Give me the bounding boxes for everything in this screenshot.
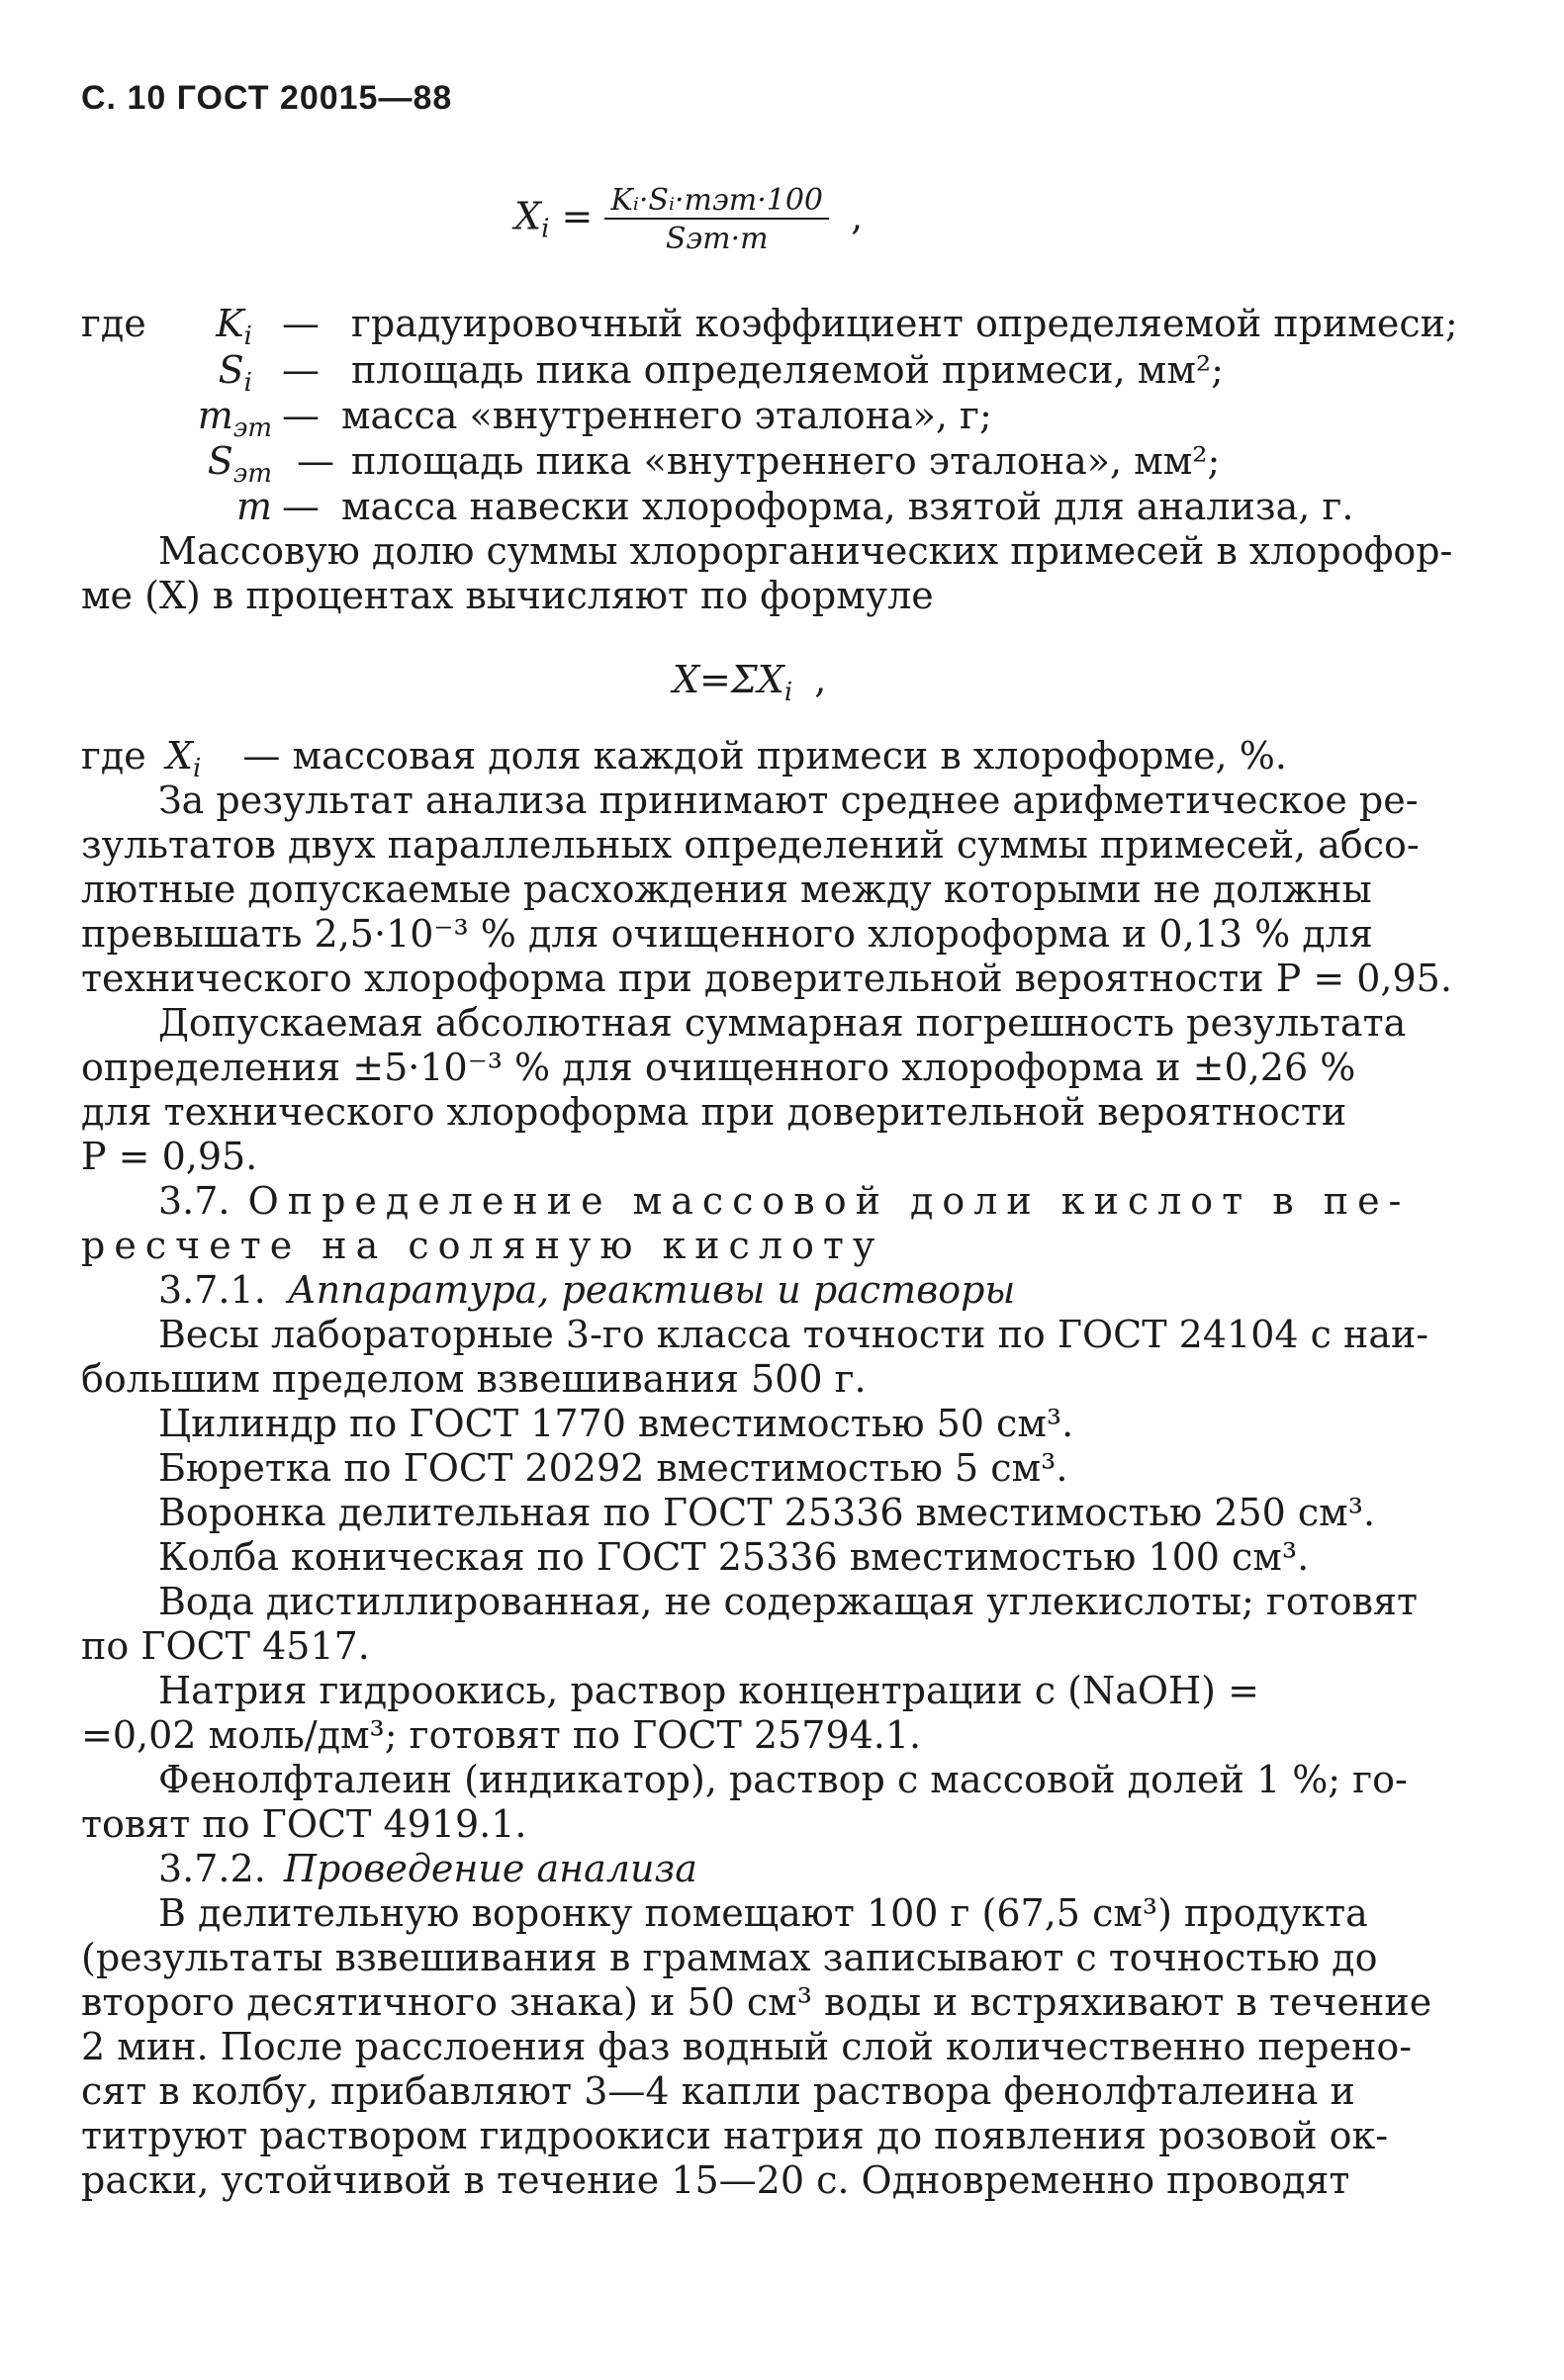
def-sub: эт	[232, 459, 272, 489]
list-item: Весы лабораторные 3-го класса точности по ГОСТ 24104 с наи-	[158, 1313, 1429, 1356]
section-3-7-title-cont: ресчете на соляную кислоту	[81, 1224, 884, 1267]
def-dash: —	[297, 439, 334, 483]
def-sub: i	[243, 321, 252, 351]
def-text: площадь пика «внутреннего эталона», мм²;	[351, 439, 1221, 483]
formula-lhs: X	[514, 194, 542, 238]
section-3-7-1-heading	[158, 1268, 1015, 1312]
formula-tail: ,	[851, 194, 864, 238]
formula-lhs-sub: i	[541, 214, 550, 244]
analysis-line: раски, устойчивой в течение 15—20 с. Одновременно проводят	[81, 2158, 1350, 2202]
def-symbol: K	[216, 302, 244, 345]
list-item: Цилиндр по ГОСТ 1770 вместимостью 50 см³.	[158, 1402, 1074, 1445]
where2-sub: i	[192, 754, 202, 783]
formula-numerator: Kᵢ·Sᵢ·mэт·100	[610, 183, 824, 218]
list-item: =0,02 моль/дм³; готовят по ГОСТ 25794.1.	[81, 1713, 922, 1757]
analysis-line: титруют раствором гидроокиси натрия до появления розовой ок-	[81, 2114, 1389, 2157]
def-dash: —	[282, 348, 320, 392]
section-3-7-2-number: 3.7.2.	[158, 1847, 266, 1890]
para3-line: для технического хлороформа при доверительной вероятности	[81, 1090, 1347, 1134]
where2-prefix: где	[81, 734, 146, 778]
list-item: большим пределом взвешивания 500 г.	[81, 1357, 867, 1401]
para2-line: За результат анализа принимают среднее арифметическое ре-	[158, 778, 1419, 822]
formula-eq: =	[561, 194, 594, 238]
para2-line: технического хлороформа при доверительной вероятности P = 0,95.	[81, 957, 1452, 1000]
formula-sum-sub: i	[783, 678, 793, 707]
def-dash: —	[282, 302, 320, 345]
formula-xi	[514, 183, 863, 256]
formula-sum-tail: ,	[814, 658, 827, 701]
para1-line: ме (X) в процентах вычисляют по формуле	[81, 574, 934, 617]
formula-sum	[673, 658, 826, 714]
para3-line: Допускаемая абсолютная суммарная погрешность результата	[158, 1001, 1407, 1045]
formula-fraction	[604, 183, 829, 256]
where-word: где	[81, 302, 146, 345]
def-sub: эт	[232, 413, 272, 443]
section-3-7-2-title: Проведение анализа	[283, 1847, 697, 1890]
list-item: Колба коническая по ГОСТ 25336 вместимостью 100 см³.	[158, 1535, 1310, 1579]
page-header: С. 10 ГОСТ 20015—88	[81, 79, 453, 117]
para2-line: зультатов двух параллельных определений суммы примесей, абсо-	[81, 823, 1420, 867]
list-item: товят по ГОСТ 4919.1.	[81, 1802, 527, 1846]
list-item: по ГОСТ 4517.	[81, 1624, 370, 1668]
para1-line: Массовую долю суммы хлорорганических примесей в хлорофор-	[158, 529, 1453, 573]
analysis-line: (результаты взвешивания в граммах записывают с точностью до	[81, 1936, 1378, 1979]
where2-text: — массовая доля каждой примеси в хлороформе, %.	[242, 734, 1287, 778]
section-3-7-1-title: Аппаратура, реактивы и растворы	[287, 1268, 1016, 1312]
list-item: Бюретка по ГОСТ 20292 вместимостью 5 см³.	[158, 1446, 1068, 1490]
list-item: Натрия гидроокись, раствор концентрации c (NaOH) =	[158, 1669, 1259, 1712]
def-text: градуировочный коэффициент определяемой примеси;	[351, 302, 1458, 345]
para3-line: P = 0,95.	[81, 1135, 258, 1178]
formula-sum-text: X=ΣX	[673, 658, 784, 701]
section-3-7-heading	[158, 1179, 1410, 1223]
list-item: Вода дистиллированная, не содержащая углекислоты; готовят	[158, 1580, 1418, 1623]
para2-line: лютные допускаемые расхождения между которыми не должны	[81, 868, 1372, 911]
analysis-line: сят в колбу, прибавляют 3—4 капли раствора фенолфталеина и	[81, 2069, 1355, 2113]
def-text: площадь пика определяемой примеси, мм²;	[351, 348, 1224, 392]
def-sub: i	[243, 368, 252, 398]
list-item: Воронка делительная по ГОСТ 25336 вместимостью 250 см³.	[158, 1491, 1376, 1534]
section-3-7-title: Определение массовой доли кислот в пе-	[247, 1179, 1411, 1223]
def-symbol: S	[207, 439, 233, 483]
def-symbol: S	[218, 348, 244, 392]
analysis-line: В делительную воронку помещают 100 г (67,5 см³) продукта	[158, 1891, 1368, 1935]
def-dash: —	[282, 394, 320, 437]
para3-line: определения ±5·10⁻³ % для очищенного хлороформа и ±0,26 %	[81, 1046, 1356, 1089]
analysis-line: второго десятичного знака) и 50 см³ воды и встряхивают в течение	[81, 1980, 1432, 2024]
def-symbol: m	[197, 394, 233, 437]
section-3-7-1-number: 3.7.1.	[158, 1268, 266, 1312]
list-item: Фенолфталеин (индикатор), раствор с массовой долей 1 %; го-	[158, 1758, 1408, 1801]
where2-symbol: X	[165, 734, 193, 778]
analysis-line: 2 мин. После расслоения фаз водный слой количественно перено-	[81, 2025, 1413, 2068]
para2-line: превышать 2,5·10⁻³ % для очищенного хлороформа и 0,13 % для	[81, 912, 1373, 956]
def-text: масса «внутреннего эталона», г;	[341, 394, 992, 437]
section-3-7-2-heading	[158, 1847, 697, 1890]
formula-denominator: Sэт·m	[604, 218, 829, 256]
section-3-7-number: 3.7.	[158, 1179, 230, 1223]
def-text: масса навески хлороформа, взятой для анализа, г.	[341, 485, 1354, 528]
def-dash: —	[282, 485, 320, 528]
def-symbol: m	[235, 485, 272, 528]
